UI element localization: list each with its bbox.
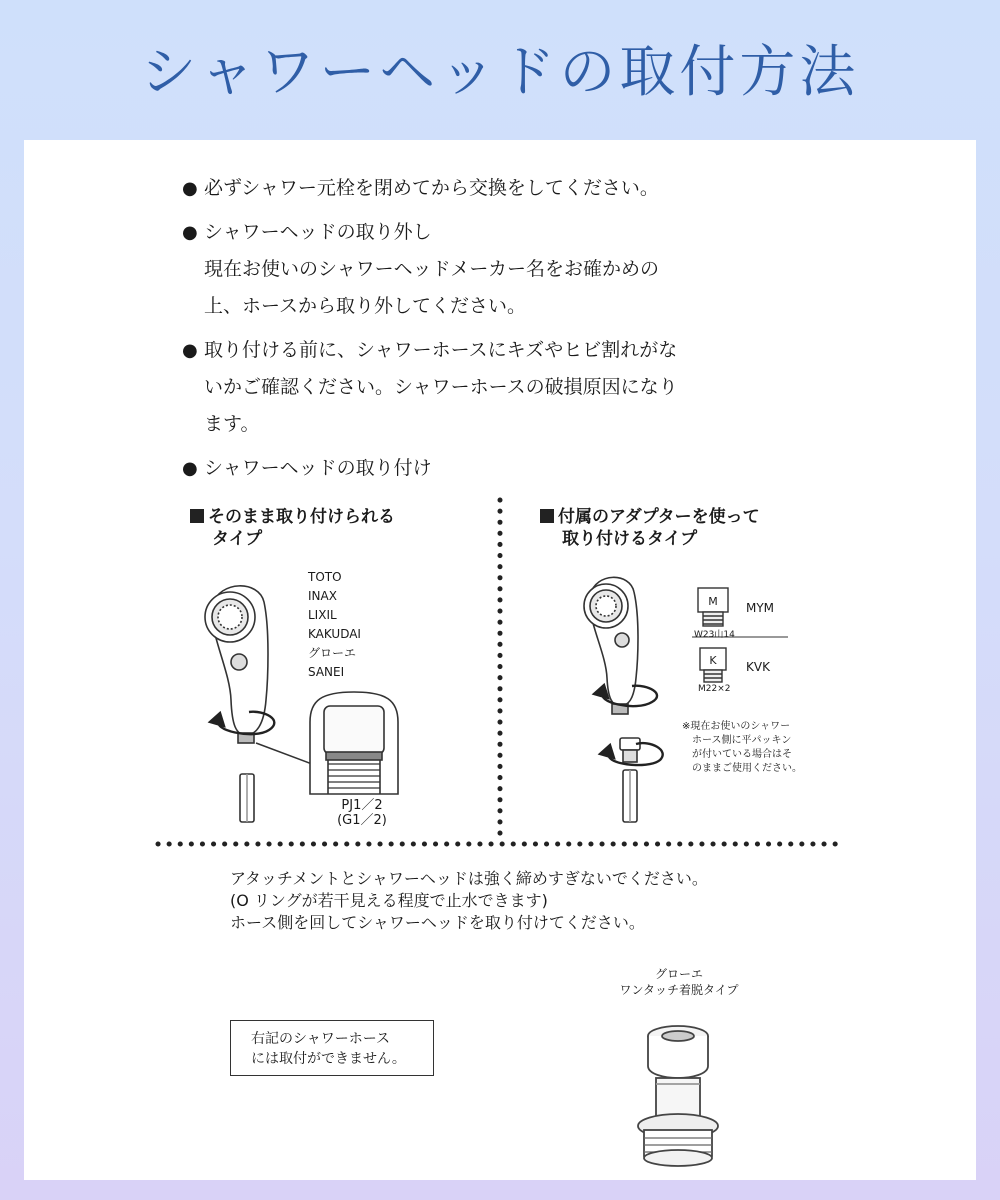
instruction-panel (24, 140, 976, 1180)
bullet-text: 必ずシャワー元栓を閉めてから交換をしてください。 (204, 177, 659, 199)
note-line: (O リングが若干見える程度で止水できます) (230, 891, 548, 910)
packing-note: ※現在お使いのシャワー ホース側に平パッキン が付いている場合はそ のままご使用ください。 (682, 721, 802, 774)
adapter-fitting-icon (620, 738, 640, 762)
adapter-k-name: KVK (746, 660, 770, 674)
thread-spec-label: PJ1／2 (G1／2) (337, 798, 387, 828)
illustration-layer (24, 140, 976, 1180)
note-line: ホース側を回してシャワーヘッドを取り付けてください。 (230, 913, 645, 932)
bullet-marker: ● (182, 222, 198, 243)
adapter-m-letter: M (708, 595, 718, 608)
bullet-marker: ● (182, 458, 198, 479)
adapter-k-letter: K (709, 654, 717, 667)
brand-item: SANEI (308, 665, 345, 679)
brand-item: LIXIL (308, 608, 337, 622)
square-marker-icon (190, 509, 204, 523)
direct-fit-heading: そのまま取り付けられる タイプ (190, 506, 395, 550)
callout-line (256, 743, 312, 764)
page-title: シャワーヘッドの取付方法 (140, 40, 860, 105)
brand-item: グローエ (308, 646, 357, 660)
grohe-fitting-icon (638, 1026, 718, 1166)
brand-list (308, 568, 361, 682)
incompatible-warning-box: 右記のシャワーホース には取付ができません。 (230, 1020, 434, 1076)
brand-item: INAX (308, 589, 337, 603)
hose-icon (240, 774, 254, 822)
bullet-marker: ● (182, 178, 198, 199)
bullet-text: シャワーヘッドの取り外し 現在お使いのシャワーヘッドメーカー名をお確かめの 上、ホースから取り外してください。 (204, 221, 660, 317)
shower-head-adapter-icon (584, 577, 638, 714)
adapter-m-name: MYM (746, 601, 775, 615)
bullet-marker: ● (182, 340, 198, 361)
adapter-fit-heading: 付属のアダプターを使って 取り付けるタイプ (540, 506, 760, 550)
hose-icon (623, 770, 637, 822)
thread-detail-icon (310, 692, 398, 794)
tightening-notes (230, 868, 708, 934)
brand-item: TOTO (308, 570, 342, 584)
bullet-text: 取り付ける前に、シャワーホースにキズやヒビ割れがな いかご確認ください。シャワーホースの破損原因になり ます。 (204, 339, 678, 435)
bullet-text: シャワーヘッドの取り付け (204, 457, 432, 479)
note-line: アタッチメントとシャワーヘッドは強く締めすぎないでください。 (230, 869, 708, 888)
brand-item: KAKUDAI (308, 627, 361, 641)
square-marker-icon (540, 509, 554, 523)
adapter-k-size: M22×2 (698, 684, 731, 694)
adapter-m-size: W23山14 (694, 630, 735, 640)
grohe-label: グローエ ワンタッチ着脱タイプ (619, 967, 739, 997)
